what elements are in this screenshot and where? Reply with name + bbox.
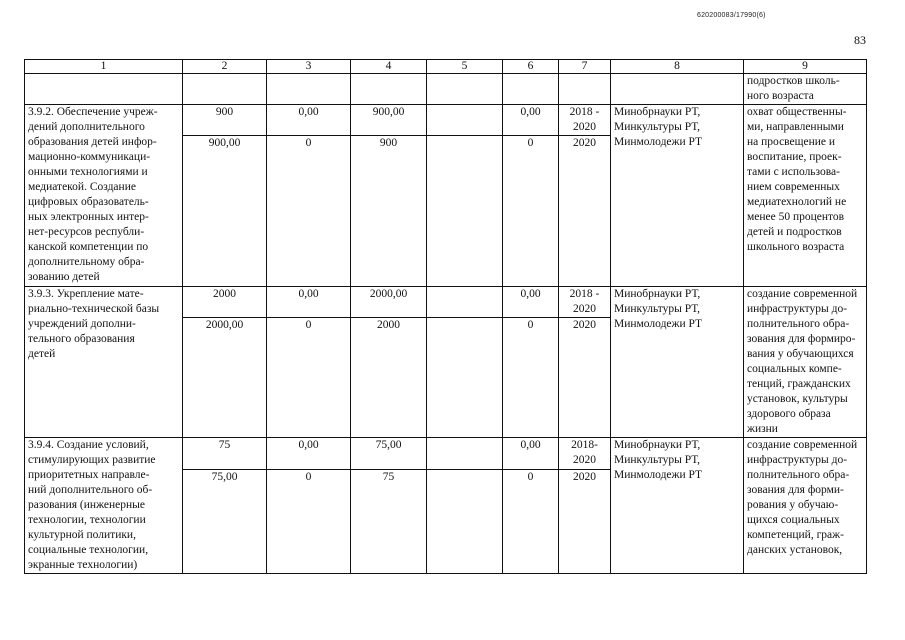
budget-cell: 2000,00 [183, 318, 267, 438]
budget-cell: 0,00 [267, 105, 351, 136]
budget-cell: 0,00 [503, 438, 559, 470]
budget-cell [427, 105, 503, 136]
continuation-result: подростков школь- ного возраста [744, 74, 867, 105]
budget-cell: 0 [503, 469, 559, 573]
column-header: 7 [559, 60, 611, 74]
column-header: 1 [25, 60, 183, 74]
period-cell: 2018 - 2020 [559, 287, 611, 318]
column-header: 6 [503, 60, 559, 74]
column-header: 2 [183, 60, 267, 74]
period-cell: 2020 [559, 469, 611, 573]
budget-cell: 2000,00 [351, 287, 427, 318]
budget-cell: 0 [267, 318, 351, 438]
budget-cell: 900 [183, 105, 267, 136]
expected-result: создание современной инфраструктуры до- полнительного обра- зования для формиро- вания у обучающихся социальных компе- тенций, гражданских установок, культуры здорового образа жизни [744, 287, 867, 438]
period-cell: 2020 [559, 318, 611, 438]
budget-cell: 75 [183, 438, 267, 470]
budget-cell [427, 136, 503, 287]
budget-cell: 0,00 [267, 438, 351, 470]
column-header: 4 [351, 60, 427, 74]
table-row [25, 287, 867, 318]
budget-cell: 900,00 [351, 105, 427, 136]
budget-cell: 75,00 [351, 438, 427, 470]
budget-cell: 0 [503, 318, 559, 438]
column-header: 9 [744, 60, 867, 74]
period-cell: 2020 [559, 136, 611, 287]
budget-cell [427, 438, 503, 470]
document-id: 620200083/17990(6) [697, 12, 766, 19]
measure-description: 3.9.2. Обеспечение учреж- дений дополнительного образования детей инфор- мационно-коммуникаци- онными технологиями и медиатекой. Создание цифровых образователь- ных электронных интер- нет-ресурсов республи- канской компетенции по дополнительному обра- зованию детей [25, 105, 183, 287]
column-header: 5 [427, 60, 503, 74]
measure-description: 3.9.3. Укрепление мате- риально-технической базы учреждений дополни- тельного образования детей [25, 287, 183, 438]
budget-cell: 0,00 [503, 287, 559, 318]
responsible-cell: Минобрнауки РТ, Минкультуры РТ, Минмолодежи РТ [611, 438, 744, 574]
budget-cell: 0 [267, 136, 351, 287]
table-row [25, 105, 867, 136]
responsible-cell: Минобрнауки РТ, Минкультуры РТ, Минмолодежи РТ [611, 105, 744, 287]
budget-cell: 0,00 [267, 287, 351, 318]
column-header: 3 [267, 60, 351, 74]
budget-cell: 0,00 [503, 105, 559, 136]
budget-cell: 900 [351, 136, 427, 287]
column-header: 8 [611, 60, 744, 74]
table-row [25, 438, 867, 470]
period-cell: 2018 - 2020 [559, 105, 611, 136]
page-number: 83 [854, 33, 866, 47]
budget-cell: 0 [267, 469, 351, 573]
budget-cell: 900,00 [183, 136, 267, 287]
responsible-cell: Минобрнауки РТ, Минкультуры РТ, Минмолодежи РТ [611, 287, 744, 438]
period-cell: 2018- 2020 [559, 438, 611, 470]
program-table [24, 59, 867, 574]
expected-result: охват общественны- ми, направленными на просвещение и воспитание, проек- тами с использова- нием современных медиатехнологий не менее 50 процентов детей и подростков школьного возраста [744, 105, 867, 287]
budget-cell [427, 287, 503, 318]
header-row [25, 60, 867, 74]
expected-result: создание современной инфраструктуры до- полнительного обра- зования для форми- рования у обучаю- щихся социальных компетенций, граж- данских установок, [744, 438, 867, 574]
budget-cell: 2000 [351, 318, 427, 438]
budget-cell: 2000 [183, 287, 267, 318]
budget-cell: 0 [503, 136, 559, 287]
budget-cell [427, 318, 503, 438]
measure-description: 3.9.4. Создание условий, стимулирующих развитие приоритетных направле- ний дополнительного об- разования (инженерные технологии, технологии культурной политики, социальные технологии, экранные технологии) [25, 438, 183, 574]
budget-cell: 75 [351, 469, 427, 573]
continuation-row [25, 74, 867, 105]
budget-cell: 75,00 [183, 469, 267, 573]
budget-cell [427, 469, 503, 573]
